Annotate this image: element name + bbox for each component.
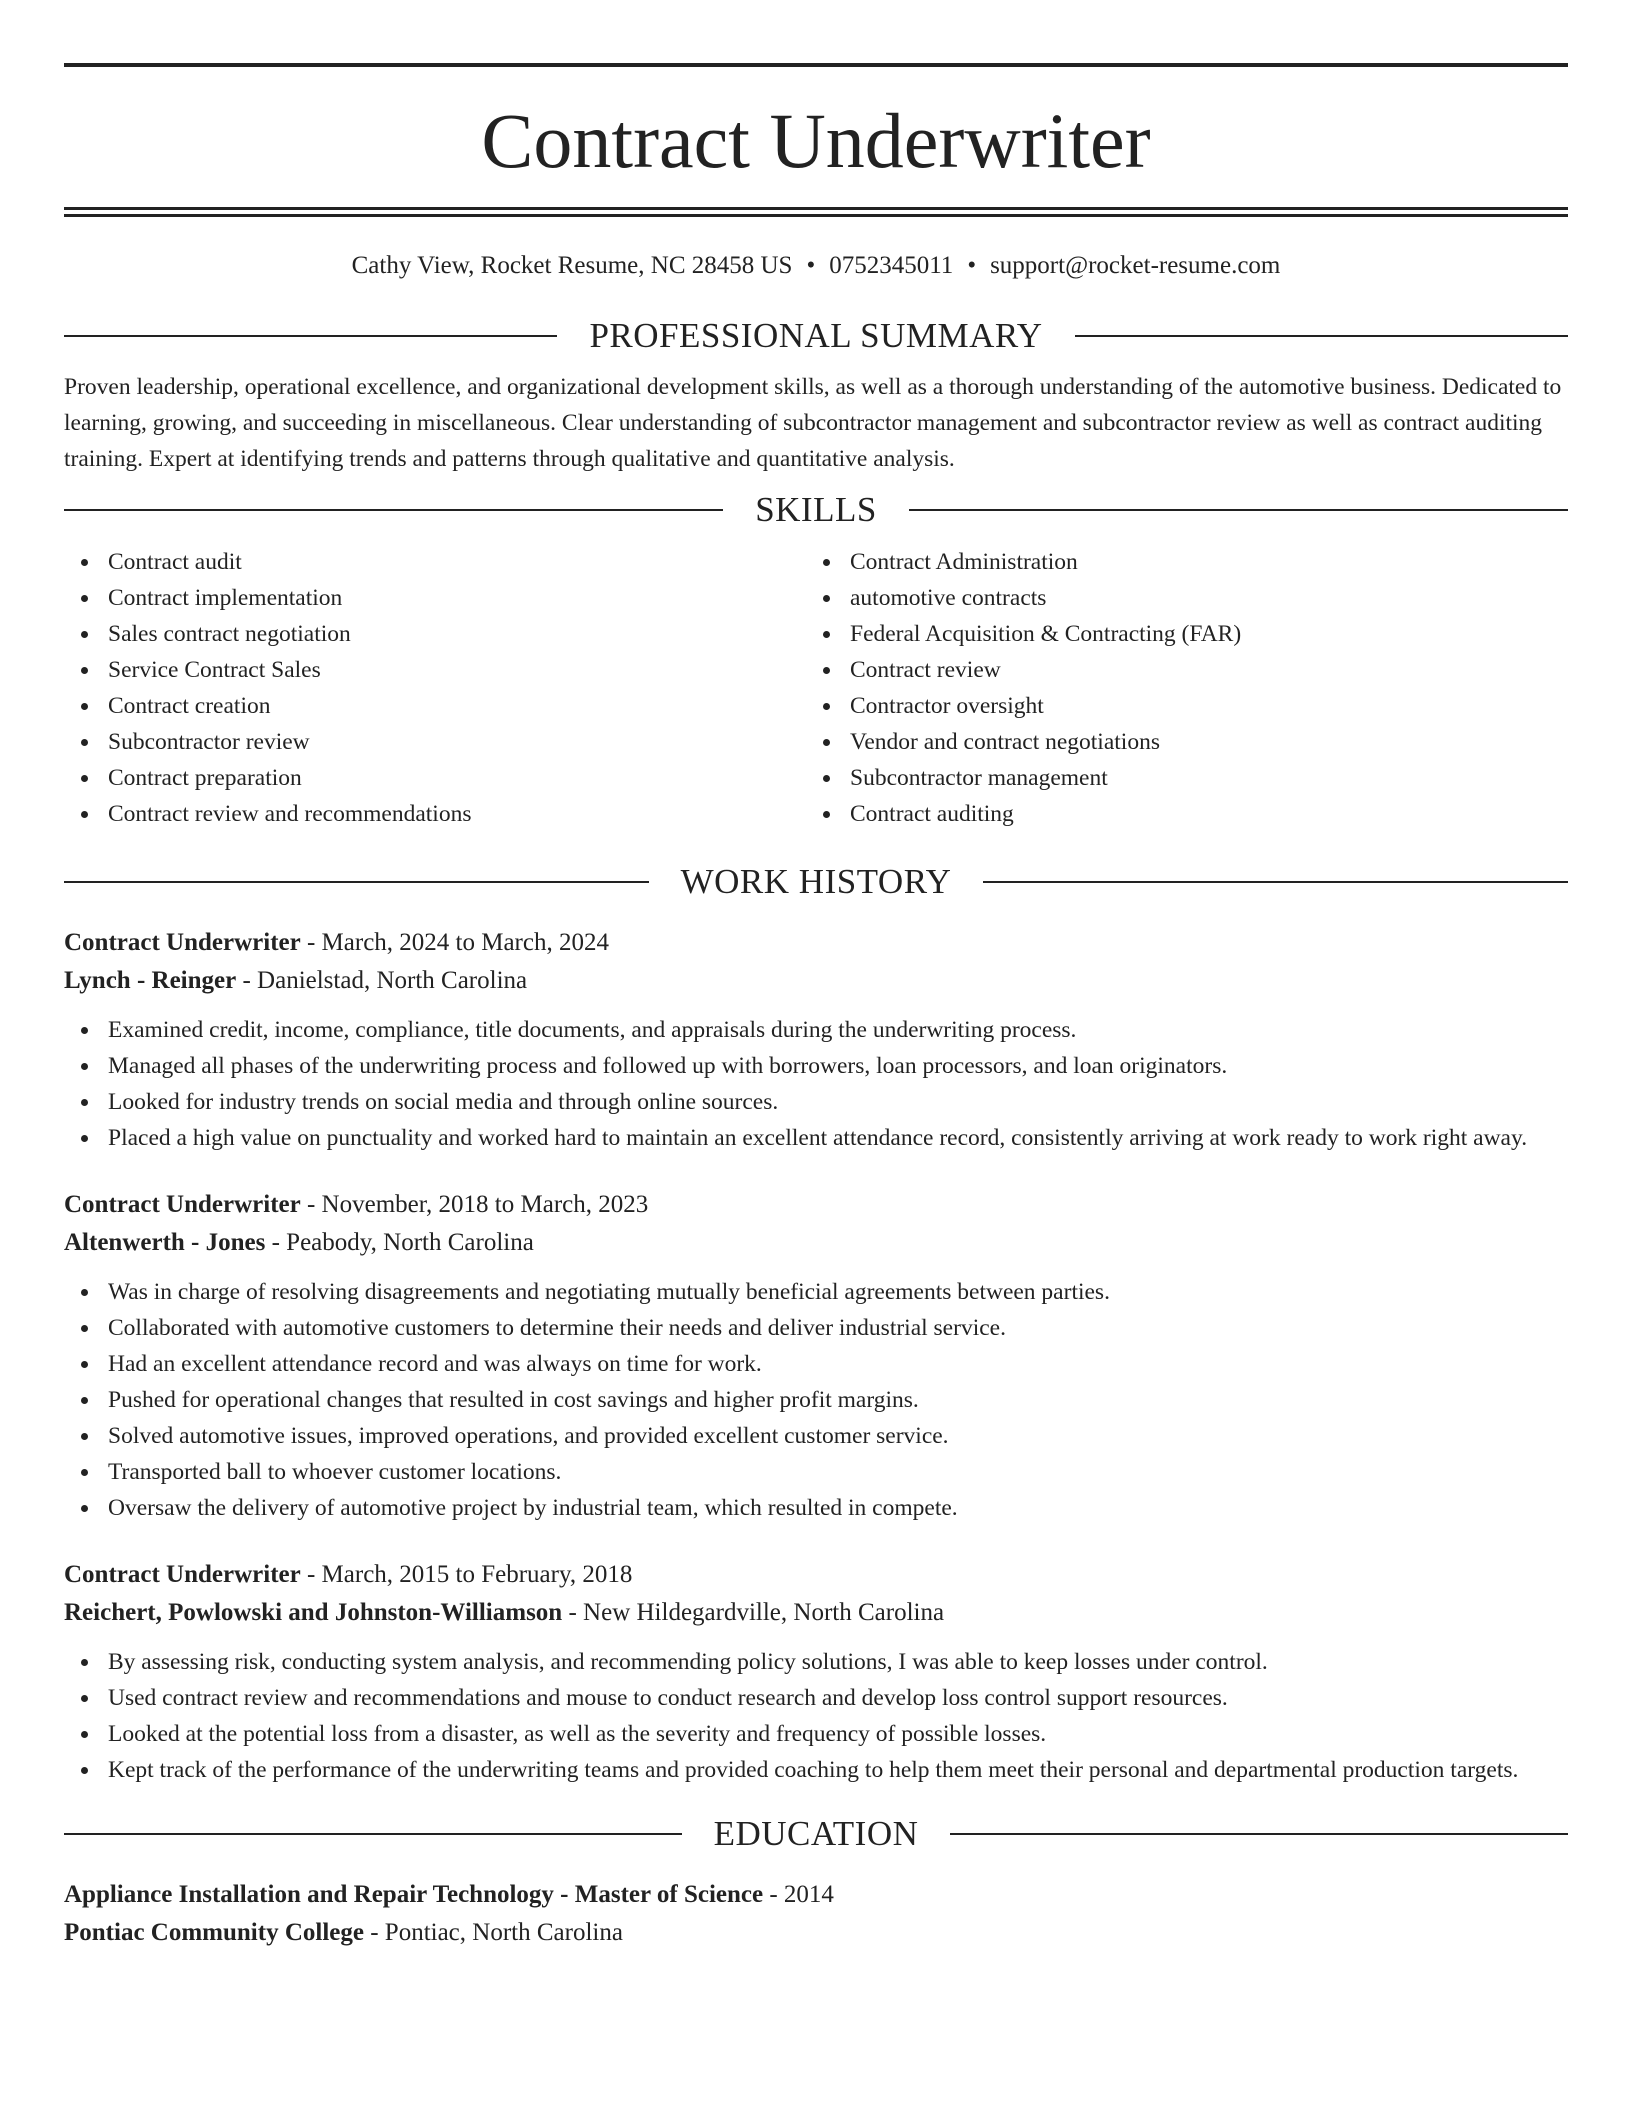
job-company: Reichert, Powlowski and Johnston-Williamson	[64, 1599, 563, 1626]
education-degree-line	[64, 1876, 1568, 1914]
job-bullet: Kept track of the performance of the underwriting teams and provided coaching to help them meet their personal and departmental production targets.	[64, 1752, 1568, 1788]
job-bullet: By assessing risk, conducting system analysis, and recommending policy solutions, I was able to keep losses under control.	[64, 1644, 1568, 1680]
job-location: - Danielstad, North Carolina	[242, 967, 528, 994]
skill-item: Contract preparation	[64, 760, 806, 796]
job-bullet: Examined credit, income, compliance, title documents, and appraisals during the underwriting process.	[64, 1012, 1568, 1048]
job-bullet: Placed a high value on punctuality and worked hard to maintain an excellent attendance record, consistently arriving at work ready to work right away.	[64, 1120, 1568, 1156]
job-bullet: Transported ball to whoever customer locations.	[64, 1454, 1568, 1490]
job-bullet: Collaborated with automotive customers to determine their needs and deliver industrial service.	[64, 1310, 1568, 1346]
job-title: Contract Underwriter	[64, 1561, 301, 1588]
section-header-work	[64, 862, 1568, 902]
job-company-line	[64, 962, 1568, 1000]
top-rule	[64, 63, 1568, 67]
skill-item: Contract audit	[64, 544, 806, 580]
skill-item: Contract implementation	[64, 580, 806, 616]
education-degree: Appliance Installation and Repair Technology - Master of Science	[64, 1881, 764, 1908]
skill-item: Contract review	[806, 652, 1548, 688]
job-location: - Peabody, North Carolina	[271, 1229, 534, 1256]
job-entry	[64, 1556, 1568, 1788]
job-company-line	[64, 1594, 1568, 1632]
summary-text: Proven leadership, operational excellence, and organizational development skills, as well as a thorough understanding of the automotive business. Dedicated to learning, growing, and succeeding in miscellaneous. Clear understanding of subcontractor management and subcontractor review as well as contract auditing training. Expert at identifying trends and patterns through qualitative and quantitative analysis.	[64, 374, 1562, 472]
section-header-skills	[64, 490, 1568, 530]
skills-list-left	[64, 544, 806, 832]
job-title-line	[64, 1556, 1568, 1594]
education-entry	[64, 1876, 1568, 1952]
section-rule-left	[64, 335, 557, 337]
skill-item: Contract Administration	[806, 544, 1548, 580]
job-title-line	[64, 1186, 1568, 1224]
job-title: Contract Underwriter	[64, 1191, 301, 1218]
job-location: - New Hildegardville, North Carolina	[568, 1599, 945, 1626]
job-bullet: Looked at the potential loss from a disaster, as well as the severity and frequency of possible losses.	[64, 1716, 1568, 1752]
contact-phone: 0752345011	[829, 252, 954, 279]
skill-item: Contractor oversight	[806, 688, 1548, 724]
job-company-line	[64, 1224, 1568, 1262]
contact-line	[64, 251, 1568, 281]
job-bullets	[64, 1644, 1568, 1788]
education-school-line	[64, 1914, 1568, 1952]
section-title-education: EDUCATION	[713, 1814, 919, 1853]
contact-separator: •	[806, 252, 816, 279]
skill-item: Federal Acquisition & Contracting (FAR)	[806, 616, 1548, 652]
section-title-summary: PROFESSIONAL SUMMARY	[589, 316, 1043, 355]
section-rule-left	[64, 509, 723, 511]
section-header-summary	[64, 316, 1568, 356]
job-bullets	[64, 1274, 1568, 1526]
job-bullet: Solved automotive issues, improved operations, and provided excellent customer service.	[64, 1418, 1568, 1454]
job-title-line	[64, 924, 1568, 962]
job-dates: - November, 2018 to March, 2023	[306, 1191, 649, 1218]
education-school: Pontiac Community College	[64, 1919, 364, 1946]
skill-item: Subcontractor review	[64, 724, 806, 760]
education-year: - 2014	[769, 1881, 834, 1908]
section-title-skills: SKILLS	[755, 490, 877, 529]
skills-grid	[64, 544, 1568, 832]
skill-item: Sales contract negotiation	[64, 616, 806, 652]
section-rule-left	[64, 1833, 682, 1835]
section-rule-right	[983, 881, 1568, 883]
skills-column-right	[806, 544, 1548, 832]
job-bullet: Pushed for operational changes that resulted in cost savings and higher profit margins.	[64, 1382, 1568, 1418]
job-company: Altenwerth - Jones	[64, 1229, 266, 1256]
skill-item: Contract creation	[64, 688, 806, 724]
section-title-work: WORK HISTORY	[680, 862, 952, 901]
contact-address: Cathy View, Rocket Resume, NC 28458 US	[351, 252, 793, 279]
skill-item: Vendor and contract negotiations	[806, 724, 1548, 760]
section-rule-right	[909, 509, 1568, 511]
job-bullet: Oversaw the delivery of automotive project by industrial team, which resulted in compete.	[64, 1490, 1568, 1526]
section-rule-left	[64, 881, 649, 883]
title-double-rule	[64, 207, 1568, 217]
job-company: Lynch - Reinger	[64, 967, 237, 994]
job-bullet: Managed all phases of the underwriting process and followed up with borrowers, loan processors, and loan originators.	[64, 1048, 1568, 1084]
skill-item: Contract auditing	[806, 796, 1548, 832]
education-location: - Pontiac, North Carolina	[370, 1919, 623, 1946]
resume-title: Contract Underwriter	[481, 97, 1151, 184]
skill-item: Service Contract Sales	[64, 652, 806, 688]
skill-item: Contract review and recommendations	[64, 796, 806, 832]
job-bullet: Looked for industry trends on social media and through online sources.	[64, 1084, 1568, 1120]
skill-item: automotive contracts	[806, 580, 1548, 616]
skills-column-left	[64, 544, 806, 832]
skills-list-right	[806, 544, 1548, 832]
section-header-education	[64, 1814, 1568, 1854]
section-rule-right	[950, 1833, 1568, 1835]
job-bullet: Was in charge of resolving disagreements and negotiating mutually beneficial agreements between parties.	[64, 1274, 1568, 1310]
job-dates: - March, 2024 to March, 2024	[306, 929, 609, 956]
job-dates: - March, 2015 to February, 2018	[306, 1561, 633, 1588]
contact-email: support@rocket-resume.com	[990, 252, 1281, 279]
job-entry	[64, 924, 1568, 1156]
job-bullets	[64, 1012, 1568, 1156]
skill-item: Subcontractor management	[806, 760, 1548, 796]
job-entry	[64, 1186, 1568, 1526]
job-bullet: Had an excellent attendance record and was always on time for work.	[64, 1346, 1568, 1382]
job-title: Contract Underwriter	[64, 929, 301, 956]
contact-separator: •	[967, 252, 977, 279]
resume-content	[64, 0, 1568, 1952]
job-bullet: Used contract review and recommendations and mouse to conduct research and develop loss control support resources.	[64, 1680, 1568, 1716]
section-rule-right	[1075, 335, 1568, 337]
